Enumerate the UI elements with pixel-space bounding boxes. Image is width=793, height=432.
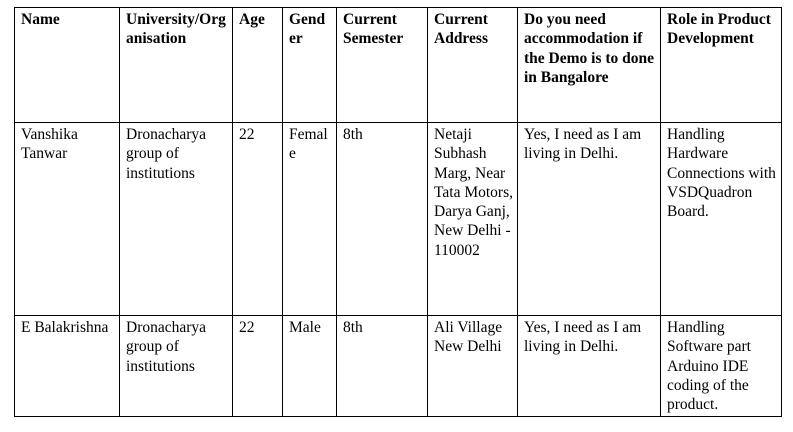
cell-gender: Male [283, 316, 337, 417]
header-accommodation: Do you need accommodation if the Demo is to done in Bangalore [518, 8, 661, 123]
cell-address: Netaji Subhash Marg, Near Tata Motors, Darya Ganj, New Delhi - 110002 [428, 123, 518, 316]
table-row [15, 316, 782, 417]
header-gender: Gender [283, 8, 337, 123]
cell-accommodation: Yes, I need as I am living in Delhi. [518, 316, 661, 417]
cell-gender: Female [283, 123, 337, 316]
cell-semester: 8th [337, 316, 428, 417]
cell-semester: 8th [337, 123, 428, 316]
header-address: Current Address [428, 8, 518, 123]
header-name: Name [15, 8, 120, 123]
cell-accommodation: Yes, I need as I am living in Delhi. [518, 123, 661, 316]
cell-organisation: Dronacharya group of institutions [120, 316, 233, 417]
cell-address: Ali Village New Delhi [428, 316, 518, 417]
header-semester: Current Semester [337, 8, 428, 123]
header-row [15, 8, 782, 123]
cell-age: 22 [233, 123, 283, 316]
header-age: Age [233, 8, 283, 123]
cell-organisation: Dronacharya group of institutions [120, 123, 233, 316]
cell-role: Handling Hardware Connections with VSDQuadron Board. [661, 123, 782, 316]
table-row [15, 123, 782, 316]
cell-role: Handling Software part Arduino IDE coding of the product. [661, 316, 782, 417]
header-role: Role in Product Development [661, 8, 782, 123]
header-organisation: University/Organisation [120, 8, 233, 123]
cell-name: E Balakrishna [15, 316, 120, 417]
cell-name: Vanshika Tanwar [15, 123, 120, 316]
participants-table [14, 7, 782, 417]
cell-age: 22 [233, 316, 283, 417]
